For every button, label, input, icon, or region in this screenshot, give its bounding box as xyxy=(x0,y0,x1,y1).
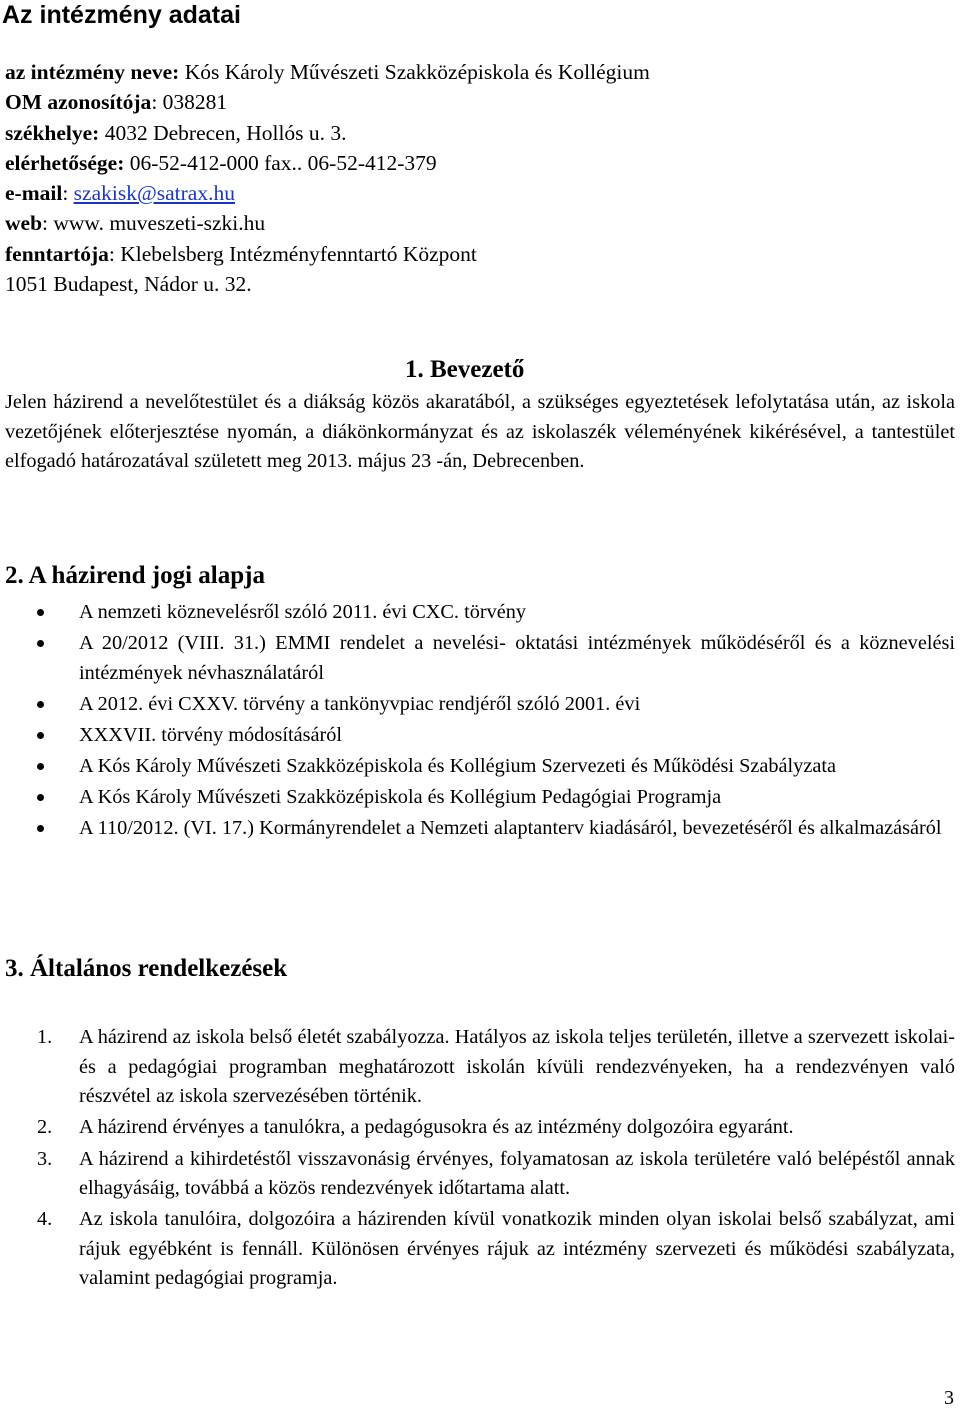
bullet-icon xyxy=(37,640,44,647)
info-value: : Klebelsberg Intézményfenntartó Központ xyxy=(108,241,477,266)
item-number: 3. xyxy=(37,1147,53,1170)
list-item-text: A Kós Károly Művészeti Szakközépiskola és Kollégium Szervezeti és Működési Szabályzata xyxy=(79,754,836,777)
list-item-text: A házirend az iskola belső életét szabályozza. Hatályos az iskola teljes területén, illetve a szervezett iskolai- és a pedagógiai programban meghatározott iskolán kívüli rendezvényeken, ha a rendezvényen való részvétel az iskola szervezésében történik. xyxy=(79,1026,955,1107)
info-row-email xyxy=(5,178,650,208)
legal-basis-list xyxy=(0,598,955,845)
bullet-icon xyxy=(37,794,44,801)
general-provisions-list xyxy=(0,1023,955,1296)
item-number: 1. xyxy=(37,1026,53,1048)
section-heading-general-provisions: 3. Általános rendelkezések xyxy=(5,955,288,982)
section-heading-legal-basis: 2. A házirend jogi alapja xyxy=(5,562,265,589)
list-item xyxy=(0,598,955,628)
bullet-icon xyxy=(37,825,44,832)
info-label: székhelye: xyxy=(5,120,100,145)
item-number: 4. xyxy=(37,1208,53,1231)
list-item-text: A 2012. évi CXXV. törvény a tankönyvpiac rendjéről szóló 2001. évi xyxy=(79,692,641,715)
list-item-text: A házirend érvényes a tanulókra, a pedagógusokra és az intézmény dolgozóira egyaránt. xyxy=(79,1116,794,1139)
item-number: 2. xyxy=(37,1116,53,1139)
info-label: OM azonosítója xyxy=(5,90,152,115)
page-number: 3 xyxy=(944,1387,954,1409)
list-item xyxy=(0,752,955,782)
list-item xyxy=(0,1113,955,1143)
institution-info xyxy=(5,57,650,299)
list-item xyxy=(0,783,955,813)
info-value: : xyxy=(62,181,69,206)
list-item-text: A Kós Károly Művészeti Szakközépiskola és Kollégium Pedagógiai Programja xyxy=(79,785,722,808)
list-item xyxy=(0,629,955,688)
list-item xyxy=(0,690,955,720)
info-value: : 038281 xyxy=(151,90,228,115)
info-row-om xyxy=(5,87,650,117)
list-item xyxy=(0,1205,955,1294)
info-value: 06-52-412-000 fax.. 06-52-412-379 xyxy=(129,150,437,175)
email-link[interactable]: szakisk@satrax.hu xyxy=(73,181,235,206)
info-label: fenntartója xyxy=(5,241,109,266)
bullet-icon xyxy=(37,763,44,770)
info-row-maintainer-address xyxy=(5,269,650,299)
bullet-icon xyxy=(37,732,44,739)
info-value: Kós Károly Művészeti Szakközépiskola és Kollégium xyxy=(184,60,650,84)
bullet-icon xyxy=(37,609,44,616)
list-item xyxy=(0,721,955,751)
intro-paragraph: Jelen házirend a nevelőtestület és a diákság közös akaratából, a szükséges egyeztetések lefolytatása után, az iskola vezetőjének előterjesztése nyomán, a diákönkormányzat és az iskolaszék véleményének kikérésével, a tantestület elfogadó határozatával született meg 2013. május 23 -án, Debrecenben. xyxy=(5,391,955,472)
list-item-text: A nemzeti köznevelésről szóló 2011. évi CXC. törvény xyxy=(79,601,527,623)
info-label: web xyxy=(5,211,43,236)
info-row-address xyxy=(5,118,650,148)
info-label: az intézmény neve: xyxy=(5,60,180,84)
list-item-text: A 110/2012. (VI. 17.) Kormányrendelet a Nemzeti alaptanterv kiadásáról, bevezetéséről és alkalmazásáról xyxy=(79,816,942,839)
info-row-contact xyxy=(5,148,650,178)
info-row-maintainer xyxy=(5,239,650,269)
info-value: : www. muveszeti-szki.hu xyxy=(42,211,266,236)
page-title: Az intézmény adatai xyxy=(2,1,241,29)
list-item xyxy=(0,1023,955,1112)
info-label: e-mail xyxy=(5,181,63,206)
info-value: 4032 Debrecen, Hollós u. 3. xyxy=(104,120,347,145)
list-item-text: Az iskola tanulóira, dolgozóira a házirenden kívül vonatkozik minden olyan iskolai belső szabályzat, ami rájuk egyébként is fennáll. Különösen érvényes rájuk az intézmény szervezeti és működési szabályzata, valamint pedagógiai programja. xyxy=(79,1208,955,1290)
list-item-text: A házirend a kihirdetéstől visszavonásig érvényes, folyamatosan az iskola területére való belépéstől annak elhagyásáig, továbbá a közös rendezvények időtartama alatt. xyxy=(79,1147,955,1200)
info-row-web xyxy=(5,208,650,238)
info-label: elérhetősége: xyxy=(5,150,125,175)
list-item-text: A 20/2012 (VIII. 31.) EMMI rendelet a nevelési- oktatási intézmények működéséről és a köznevelési intézmények névhasználatáról xyxy=(79,632,955,684)
info-row-name xyxy=(5,57,650,87)
list-item-text: XXXVII. törvény módosításáról xyxy=(79,723,343,746)
list-item xyxy=(0,814,955,844)
list-item xyxy=(0,1145,955,1204)
bullet-icon xyxy=(37,701,44,708)
info-value: 1051 Budapest, Nádor u. 32. xyxy=(5,272,252,297)
section-heading-intro: 1. Bevezető xyxy=(405,356,525,383)
